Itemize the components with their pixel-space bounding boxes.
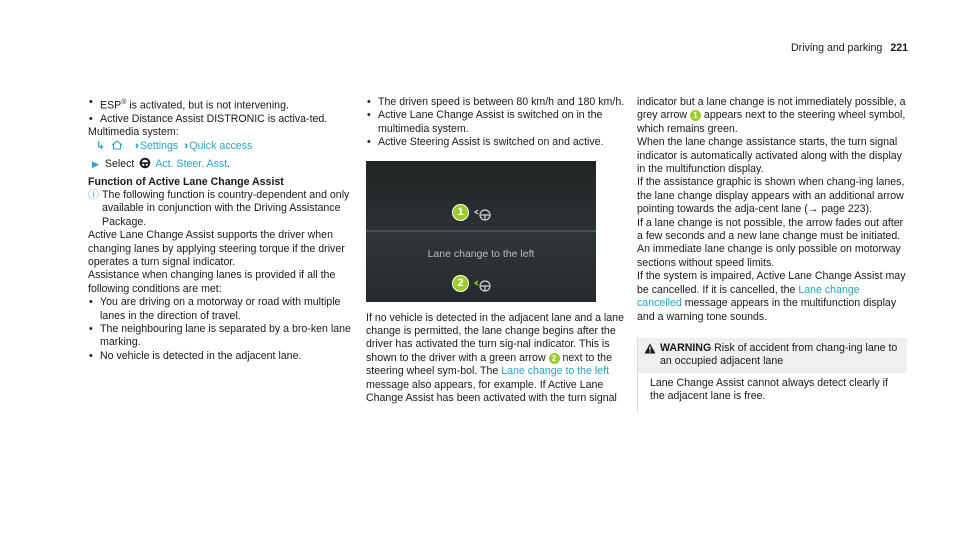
list-item: • The neighbouring lane is separated by a bro-ken lane marking.	[88, 323, 360, 350]
list-item: • You are driving on a motorway or road with multiple lanes in the direction of travel.	[88, 296, 360, 323]
lane-change-left-link[interactable]: Lane change to the left	[501, 365, 610, 378]
double-arrow-icon: ››	[184, 139, 186, 152]
text-run: message appears in the multifunction display and a warning tone sounds.	[637, 297, 897, 323]
note-block	[88, 189, 360, 229]
steering-wheel-arrow-icon	[474, 207, 492, 221]
paragraph: When the lane change assistance starts, the turn signal indicator is automatically activated along with the display in the multifunction display.	[637, 136, 902, 176]
text-run: If the system is impaired, Active Lane Change Assist may be cancelled. If it is cancelled, the	[637, 270, 906, 296]
paragraph	[366, 312, 632, 406]
badge-1: 1	[690, 110, 701, 121]
select-text: Select	[104, 158, 138, 171]
nav-path	[88, 140, 360, 153]
select-step	[88, 157, 360, 171]
list-item: • Active Steering Assist is switched on and active.	[366, 136, 632, 149]
info-icon: ⓘ	[88, 188, 99, 201]
text-run: appears next to the steering wheel symbol, which remains green.	[637, 109, 906, 135]
warning-triangle-icon	[644, 343, 656, 354]
text-run: If no vehicle is detected in the adjacent lane and a lane change is permitted, the lane change begins after the driver has activated the turn sig-nal indicator. This is shown to the driver with a green arrow	[366, 311, 624, 364]
enter-arrow-icon: ↳	[96, 139, 105, 152]
warning-header-text: Risk of accident from chang-ing lane to an occupied adjacent lane	[660, 341, 898, 368]
list-item: • No vehicle is detected in the adjacent lane.	[88, 350, 360, 363]
page-header	[791, 42, 908, 55]
lane-change-figure	[366, 161, 596, 302]
note-text: The following function is country-dependent and only available in conjunction with the Driving Assistance Package.	[102, 188, 350, 228]
nav-settings[interactable]: Settings	[139, 139, 179, 152]
list-item: • The driven speed is between 80 km/h and 180 km/h.	[366, 96, 632, 109]
column-1	[88, 96, 360, 363]
esp-text-rest: is activated, but is not intervening.	[126, 99, 289, 112]
text-run: message also appears, for example. If Active Lane Change Assist has been activated with the turn signal	[366, 378, 617, 405]
double-arrow-icon: ››	[134, 139, 136, 152]
steering-wheel-icon	[139, 157, 151, 169]
paragraph: Assistance when changing lanes is provided if all the following conditions are met:	[88, 269, 336, 295]
warning-title: WARNING	[660, 341, 712, 354]
warning-body: Lane Change Assist cannot always detect clearly if the adjacent lane is free.	[650, 376, 888, 403]
warning-header	[638, 338, 907, 373]
act-steer-asst-link[interactable]: Act. Steer. Asst	[155, 158, 228, 171]
paragraph: If a lane change is not possible, the arrow fades out after a few seconds and a new lane change must be initiated. An immediate lane change is only possible on motorway sections without speed limits.	[637, 216, 904, 269]
period: .	[227, 158, 231, 171]
section-title: Driving and parking	[791, 42, 883, 54]
list-item: • Active Distance Assist DISTRONIC is activa-ted.	[88, 113, 360, 126]
multimedia-label: Multimedia system:	[88, 126, 179, 139]
registered-mark: ®	[121, 99, 127, 106]
section-heading: Function of Active Lane Change Assist	[88, 175, 284, 188]
page-number: 221	[890, 42, 908, 54]
badge-2: 2	[549, 353, 560, 364]
column-2	[366, 96, 632, 405]
list-item	[88, 96, 360, 113]
text-run: next to the steering wheel sym-bol. The	[366, 351, 612, 378]
paragraph	[637, 96, 907, 136]
warning-box	[637, 338, 907, 412]
paragraph	[637, 270, 907, 324]
column-3	[637, 96, 907, 412]
text-run: indicator but a lane change is not immediately possible, a grey arrow	[637, 96, 906, 122]
step-arrow-icon: ▶	[92, 159, 99, 170]
steering-wheel-arrow-icon	[474, 278, 492, 292]
paragraph: Active Lane Change Assist supports the driver when changing lanes by applying steering torque if the driver operates a turn signal indicator.	[88, 229, 345, 268]
paragraph: If the assistance graphic is shown when chang-ing lanes, the lane change display appears with an additional arrow pointing towards the adja-cent lane (→ page 223).	[637, 176, 905, 216]
lane-change-cancelled-link[interactable]: Lane change cancelled	[637, 283, 860, 310]
list-item: • Active Lane Change Assist is switched on in the multimedia system.	[366, 109, 632, 136]
home-icon	[111, 140, 123, 150]
nav-quick-access[interactable]: Quick access	[189, 139, 253, 152]
figure-badge-2: 2	[452, 275, 469, 292]
figure-badge-1: 1	[452, 204, 469, 221]
esp-text: ESP	[100, 99, 122, 112]
figure-message: Lane change to the left	[427, 247, 535, 260]
